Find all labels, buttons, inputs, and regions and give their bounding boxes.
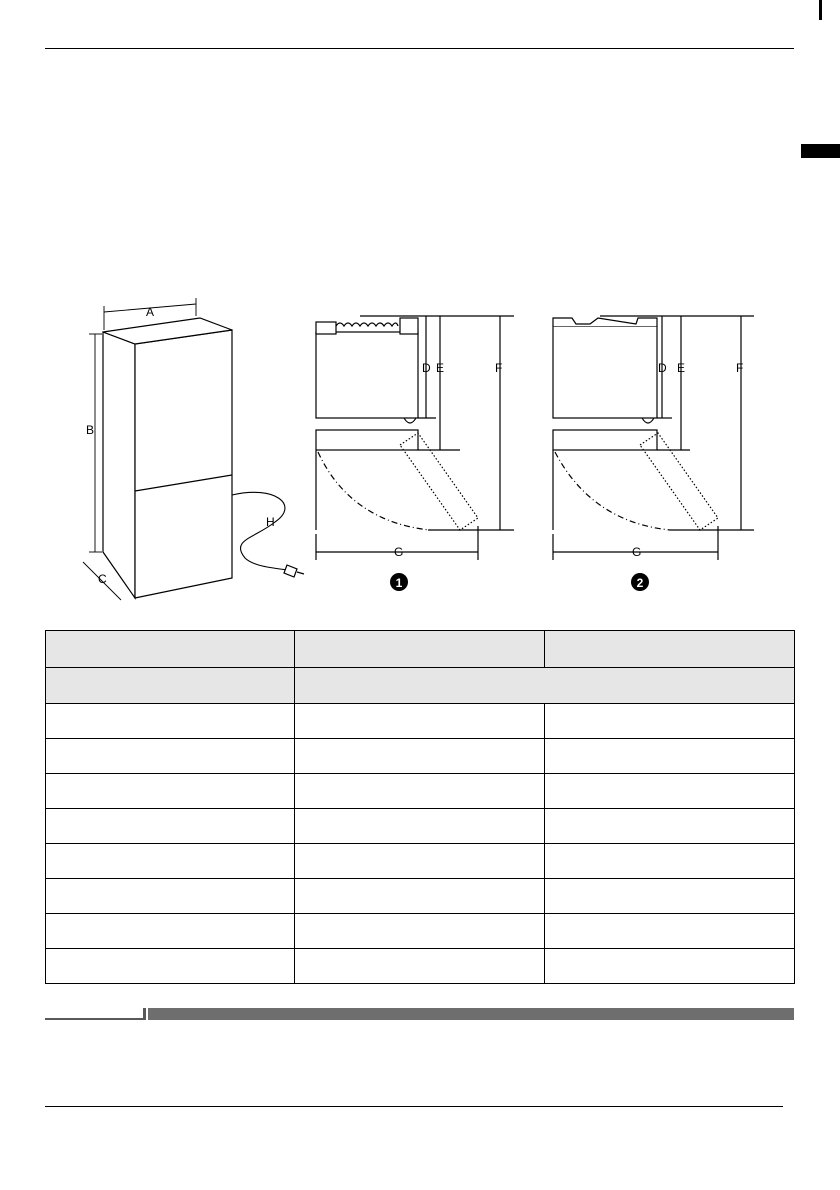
table-row: [46, 704, 795, 739]
table-cell: [46, 949, 295, 984]
table-cell: [545, 844, 795, 879]
table-header-cell: [46, 631, 295, 668]
table-cell: [295, 949, 545, 984]
table-row: [46, 809, 795, 844]
table-cell: [545, 704, 795, 739]
table-cell: [295, 704, 545, 739]
table-subheader-cell: [295, 668, 795, 704]
table-cell: [46, 704, 295, 739]
dim-label-f: F: [495, 361, 503, 375]
dimensions-figure: [60, 290, 780, 610]
page-corner-mark: [819, 0, 822, 20]
dim-label-a: A: [146, 305, 155, 319]
table-subheader-cell: [46, 668, 295, 704]
language-side-tab: [801, 144, 840, 158]
dim-label-f-2: F: [736, 361, 744, 375]
dim-label-h: H: [266, 515, 275, 529]
door-clearance-view-1: [316, 316, 514, 560]
door-clearance-view-2: [553, 316, 754, 560]
dim-label-g: G: [394, 545, 404, 559]
table-cell: [295, 914, 545, 949]
table-row: [46, 844, 795, 879]
note-section-bar: [45, 1008, 794, 1020]
table-cell: [295, 739, 545, 774]
table-row: [46, 774, 795, 809]
table-header-row: [46, 631, 795, 668]
dim-label-b: B: [86, 423, 95, 437]
table-row: [46, 949, 795, 984]
table-cell: [46, 809, 295, 844]
table-cell: [545, 739, 795, 774]
dim-label-d-2: D: [658, 361, 667, 375]
table-cell: [295, 844, 545, 879]
header-rule: [45, 48, 794, 49]
table-cell: [545, 774, 795, 809]
table-cell: [545, 949, 795, 984]
table-cell: [46, 739, 295, 774]
view-marker-1: [390, 573, 408, 591]
table-cell: [295, 774, 545, 809]
svg-text:2: 2: [636, 576, 644, 590]
table-cell: [46, 844, 295, 879]
table-cell: [295, 879, 545, 914]
table-row: [46, 879, 795, 914]
table-row: [46, 914, 795, 949]
table-cell: [46, 774, 295, 809]
footer-rule: [45, 1106, 783, 1107]
view-marker-2: [631, 573, 649, 591]
dim-label-e: E: [436, 361, 445, 375]
table-row: [46, 739, 795, 774]
table-cell: [545, 809, 795, 844]
table-subheader-row: [46, 668, 795, 704]
table-cell: [46, 879, 295, 914]
table-cell: [545, 879, 795, 914]
table-header-cell: [295, 631, 545, 668]
dim-label-d: D: [422, 361, 431, 375]
table-header-cell: [545, 631, 795, 668]
table-cell: [46, 914, 295, 949]
dimensions-table: [45, 630, 795, 984]
dim-label-e-2: E: [677, 361, 686, 375]
svg-text:1: 1: [395, 576, 403, 590]
table-cell: [295, 809, 545, 844]
table-cell: [545, 914, 795, 949]
fridge-illustration: [103, 318, 304, 598]
dim-label-g-2: G: [632, 545, 642, 559]
dim-label-c: C: [98, 572, 107, 586]
